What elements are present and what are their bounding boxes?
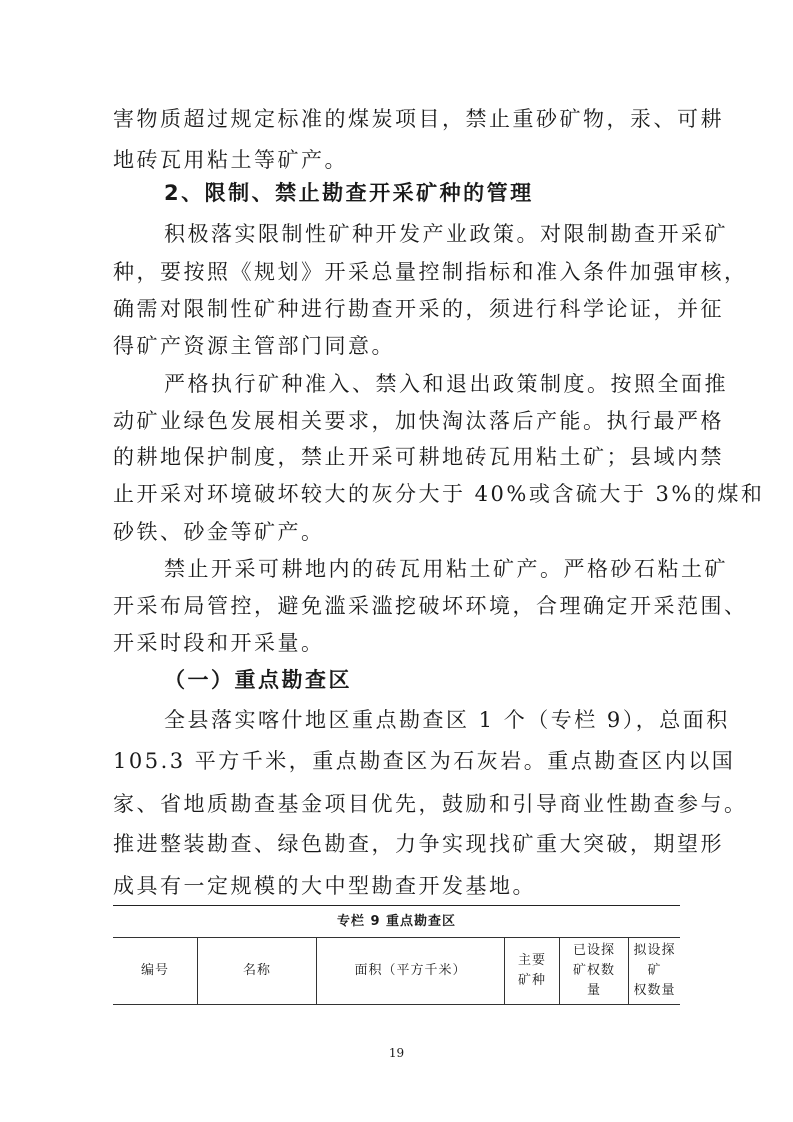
table-header-row (113, 938, 680, 1005)
paragraph-line-9: 动矿业绿色发展相关要求，加快淘汰落后产能。执行最严格 (113, 409, 724, 433)
paragraph-line-7: 得矿产资源主管部门同意。 (113, 334, 395, 358)
header-area: 面积（平方千米） (317, 938, 505, 1005)
page-number: 19 (388, 1046, 405, 1060)
section-heading: 2、限制、禁止勘查开采矿种的管理 (164, 181, 534, 205)
paragraph-line-12: 砂铁、砂金等矿产。 (113, 520, 325, 544)
paragraph-line-6: 确需对限制性矿种进行勘查开采的，须进行科学论证，并征 (113, 297, 724, 321)
table-top-rule (113, 905, 680, 906)
paragraph-line-2: 地砖瓦用粘土等矿产。 (113, 148, 348, 172)
paragraph-line-15: 开采时段和开采量。 (113, 631, 325, 655)
header-existing-rights: 已设探 矿权数 量 (560, 938, 629, 1005)
paragraph-line-19: 家、省地质勘查基金项目优先，鼓励和引导商业性勘查参与。 (113, 792, 748, 816)
paragraph-line-21: 成具有一定规模的大中型勘查开发基地。 (113, 874, 536, 898)
paragraph-line-11: 止开采对环境破坏较大的灰分大于 40%或含硫大于 3%的煤和 (113, 482, 765, 506)
header-mineral: 主要 矿种 (505, 938, 560, 1005)
table-caption: 专栏 9 重点勘查区 (336, 914, 457, 929)
paragraph-line-1: 害物质超过规定标准的煤炭项目，禁止重砂矿物，汞、可耕 (113, 107, 724, 131)
subsection-heading: （一）重点勘查区 (164, 668, 352, 692)
paragraph-line-20: 推进整装勘查、绿色勘查，力争实现找矿重大突破，期望形 (113, 832, 724, 856)
header-planned-rights: 拟设探矿 权数量 (629, 938, 681, 1005)
paragraph-line-10: 的耕地保护制度，禁止开采可耕地砖瓦用粘土矿；县域内禁 (113, 445, 724, 469)
paragraph-line-17: 全县落实喀什地区重点勘查区 1 个（专栏 9），总面积 (164, 708, 730, 732)
paragraph-line-5: 种，要按照《规划》开采总量控制指标和准入条件加强审核， (113, 260, 748, 284)
paragraph-line-13: 禁止开采可耕地内的砖瓦用粘土矿产。严格砂石粘土矿 (164, 557, 728, 581)
header-id: 编号 (113, 938, 198, 1005)
table-header (113, 937, 680, 1005)
paragraph-line-4: 积极落实限制性矿种开发产业政策。对限制勘查开采矿 (164, 222, 728, 246)
header-name: 名称 (198, 938, 317, 1005)
paragraph-line-14: 开采布局管控，避免滥采滥挖破坏环境，合理确定开采范围、 (113, 594, 748, 618)
paragraph-line-8: 严格执行矿种准入、禁入和退出政策制度。按照全面推 (164, 372, 728, 396)
paragraph-line-18: 105.3 平方千米，重点勘查区为石灰岩。重点勘查区内以国 (113, 749, 736, 773)
